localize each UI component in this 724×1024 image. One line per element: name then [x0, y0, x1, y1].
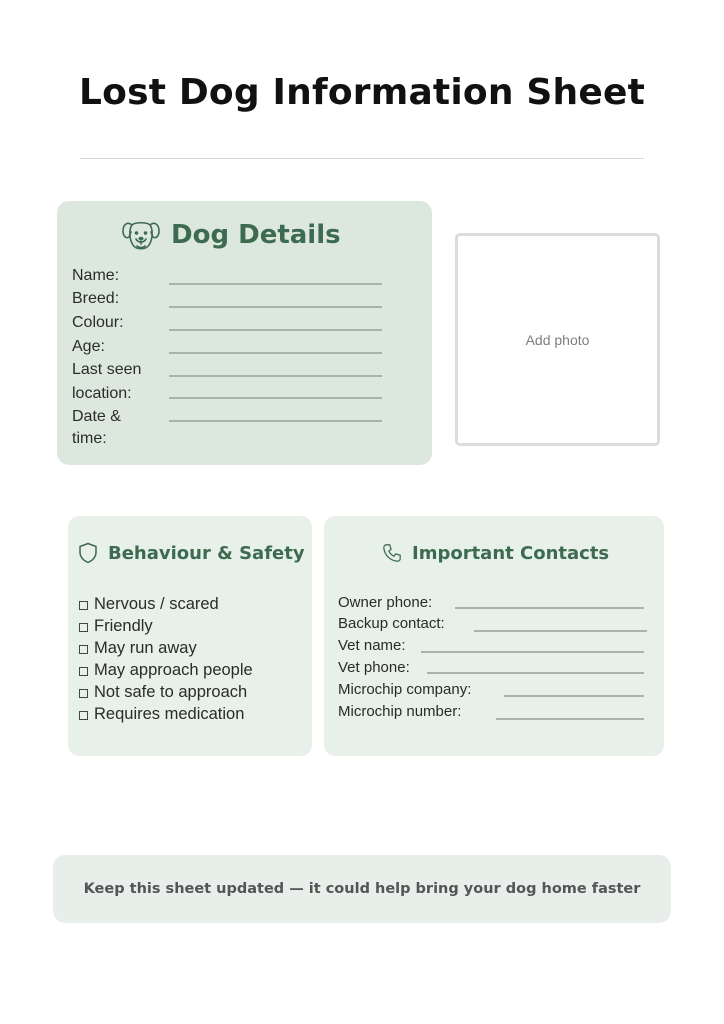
checkbox-item[interactable]: Not safe to approach: [79, 681, 247, 703]
checkbox[interactable]: [79, 689, 88, 698]
colour-line[interactable]: [169, 329, 382, 331]
checkbox-item[interactable]: Nervous / scared: [79, 593, 219, 615]
name-label: Name:: [72, 267, 120, 284]
behaviour-title: Behaviour & Safety: [108, 542, 305, 564]
shield-icon: [78, 542, 98, 564]
contacts-card: [324, 516, 664, 756]
vet-phone-label: Vet phone:: [338, 659, 410, 676]
checkbox-item[interactable]: May run away: [79, 637, 197, 659]
microchip-number-line[interactable]: [496, 718, 644, 720]
add-photo-text: Add photo: [525, 331, 590, 348]
phone-icon: [382, 542, 402, 564]
vet-name-label: Vet name:: [338, 637, 406, 654]
microchip-company-line[interactable]: [504, 695, 644, 697]
location-line[interactable]: [169, 397, 382, 399]
vet-phone-line[interactable]: [427, 672, 644, 674]
owner-phone-line[interactable]: [455, 607, 644, 609]
date-time-label-line2: time:: [72, 430, 107, 447]
microchip-company-label: Microchip company:: [338, 681, 472, 698]
checkbox[interactable]: [79, 711, 88, 720]
behaviour-card: [68, 516, 312, 756]
contacts-title: Important Contacts: [412, 542, 610, 564]
checkbox-item[interactable]: May approach people: [79, 659, 253, 681]
title-divider: [80, 158, 644, 159]
vet-name-line[interactable]: [421, 651, 644, 653]
backup-contact-line[interactable]: [474, 630, 647, 632]
dog-details-title: Dog Details: [171, 220, 341, 250]
breed-label: Breed:: [72, 290, 120, 307]
checkbox[interactable]: [79, 601, 88, 610]
date-time-line[interactable]: [169, 420, 382, 422]
checkbox[interactable]: [79, 667, 88, 676]
breed-line[interactable]: [169, 306, 382, 308]
checkbox-item[interactable]: Requires medication: [79, 703, 244, 725]
name-line[interactable]: [169, 283, 382, 285]
footer-text: Keep this sheet updated — it could help bring your dog home faster: [83, 881, 641, 897]
age-label: Age:: [72, 338, 105, 355]
checkbox-item[interactable]: Friendly: [79, 615, 153, 637]
age-line[interactable]: [169, 352, 382, 354]
microchip-number-label: Microchip number:: [338, 703, 462, 720]
backup-contact-label: Backup contact:: [338, 615, 445, 632]
photo-placeholder[interactable]: [455, 233, 660, 446]
checkbox[interactable]: [79, 645, 88, 654]
footer-banner: [53, 855, 671, 923]
behaviour-header: [78, 542, 305, 564]
last-seen-line[interactable]: [169, 375, 382, 377]
colour-label: Colour:: [72, 314, 124, 331]
date-time-label-line1: Date &: [72, 408, 121, 425]
dog-details-card: [57, 201, 432, 465]
dog-details-header: [121, 215, 341, 255]
last-seen-label-line1: Last seen: [72, 361, 142, 378]
dog-face-icon: [121, 217, 161, 253]
last-seen-label-line2: location:: [72, 385, 132, 402]
owner-phone-label: Owner phone:: [338, 594, 433, 611]
checkbox[interactable]: [79, 623, 88, 632]
contacts-header: [382, 542, 609, 564]
page-title: Lost Dog Information Sheet: [79, 72, 645, 113]
